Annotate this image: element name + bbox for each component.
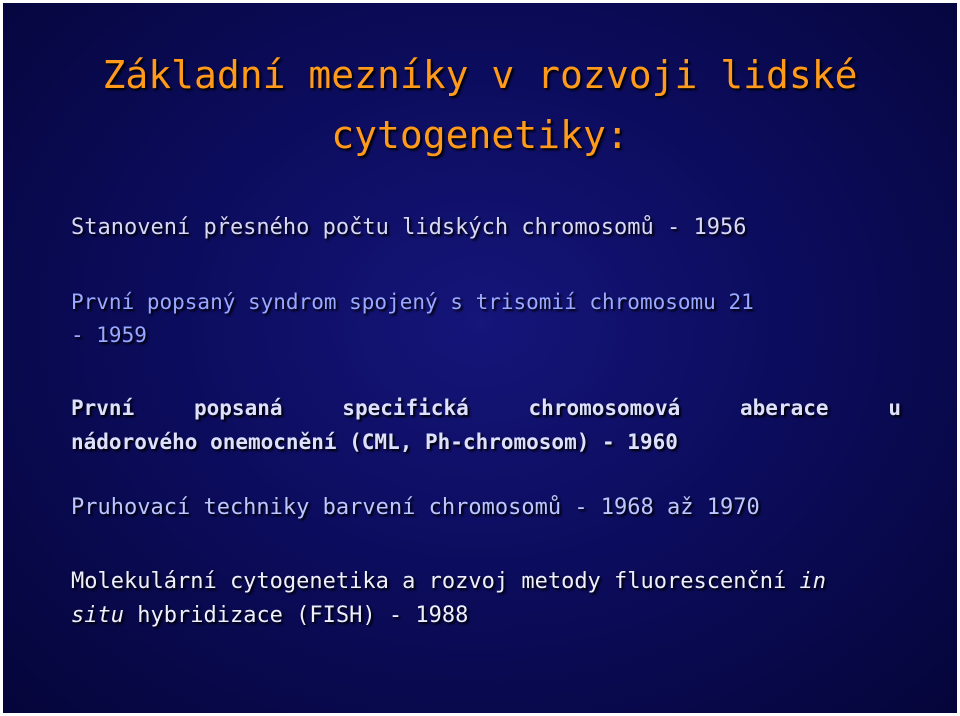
milestone-1956-text: Stanovení přesného počtu lidských chromosomů - 1956 (71, 215, 747, 240)
milestone-1956 (71, 215, 901, 240)
word: První (71, 396, 135, 420)
milestone-1988-line-1 (71, 565, 901, 599)
milestone-1959-line-2: - 1959 (71, 323, 147, 347)
title-line-2: cytogenetiky: (331, 113, 629, 157)
milestone-1960-line-1 (71, 391, 901, 425)
milestone-1988-line-2 (71, 599, 901, 633)
word: popsaná (194, 396, 283, 420)
slide (3, 3, 957, 713)
milestone-1988 (71, 565, 901, 633)
title-line-1: Základní mezníky v rozvoji lidské (102, 53, 858, 97)
milestone-1968-text: Pruhovací techniky barvení chromosomů - 1968 až 1970 (71, 495, 760, 520)
slide-title (3, 45, 957, 165)
milestone-1988-line-1-text: Molekulární cytogenetika a rozvoj metody fluorescenční (71, 569, 787, 594)
milestone-1959-line-1: První popsaný syndrom spojený s trisomií chromosomu 21 (71, 290, 754, 314)
word: chromosomová (528, 396, 681, 420)
milestone-1960-line-2: nádorového onemocnění (CML, Ph-chromosom) - 1960 (71, 430, 678, 454)
milestone-1959 (71, 286, 901, 352)
word: specifická (342, 396, 469, 420)
milestone-1988-line-2-text: hybridizace (FISH) - 1988 (137, 603, 469, 628)
italic-situ: situ (71, 603, 124, 628)
milestone-1960 (71, 391, 901, 459)
word: aberace (740, 396, 829, 420)
italic-in: in (799, 569, 826, 594)
word: u (888, 396, 901, 420)
milestone-1968 (71, 495, 901, 520)
